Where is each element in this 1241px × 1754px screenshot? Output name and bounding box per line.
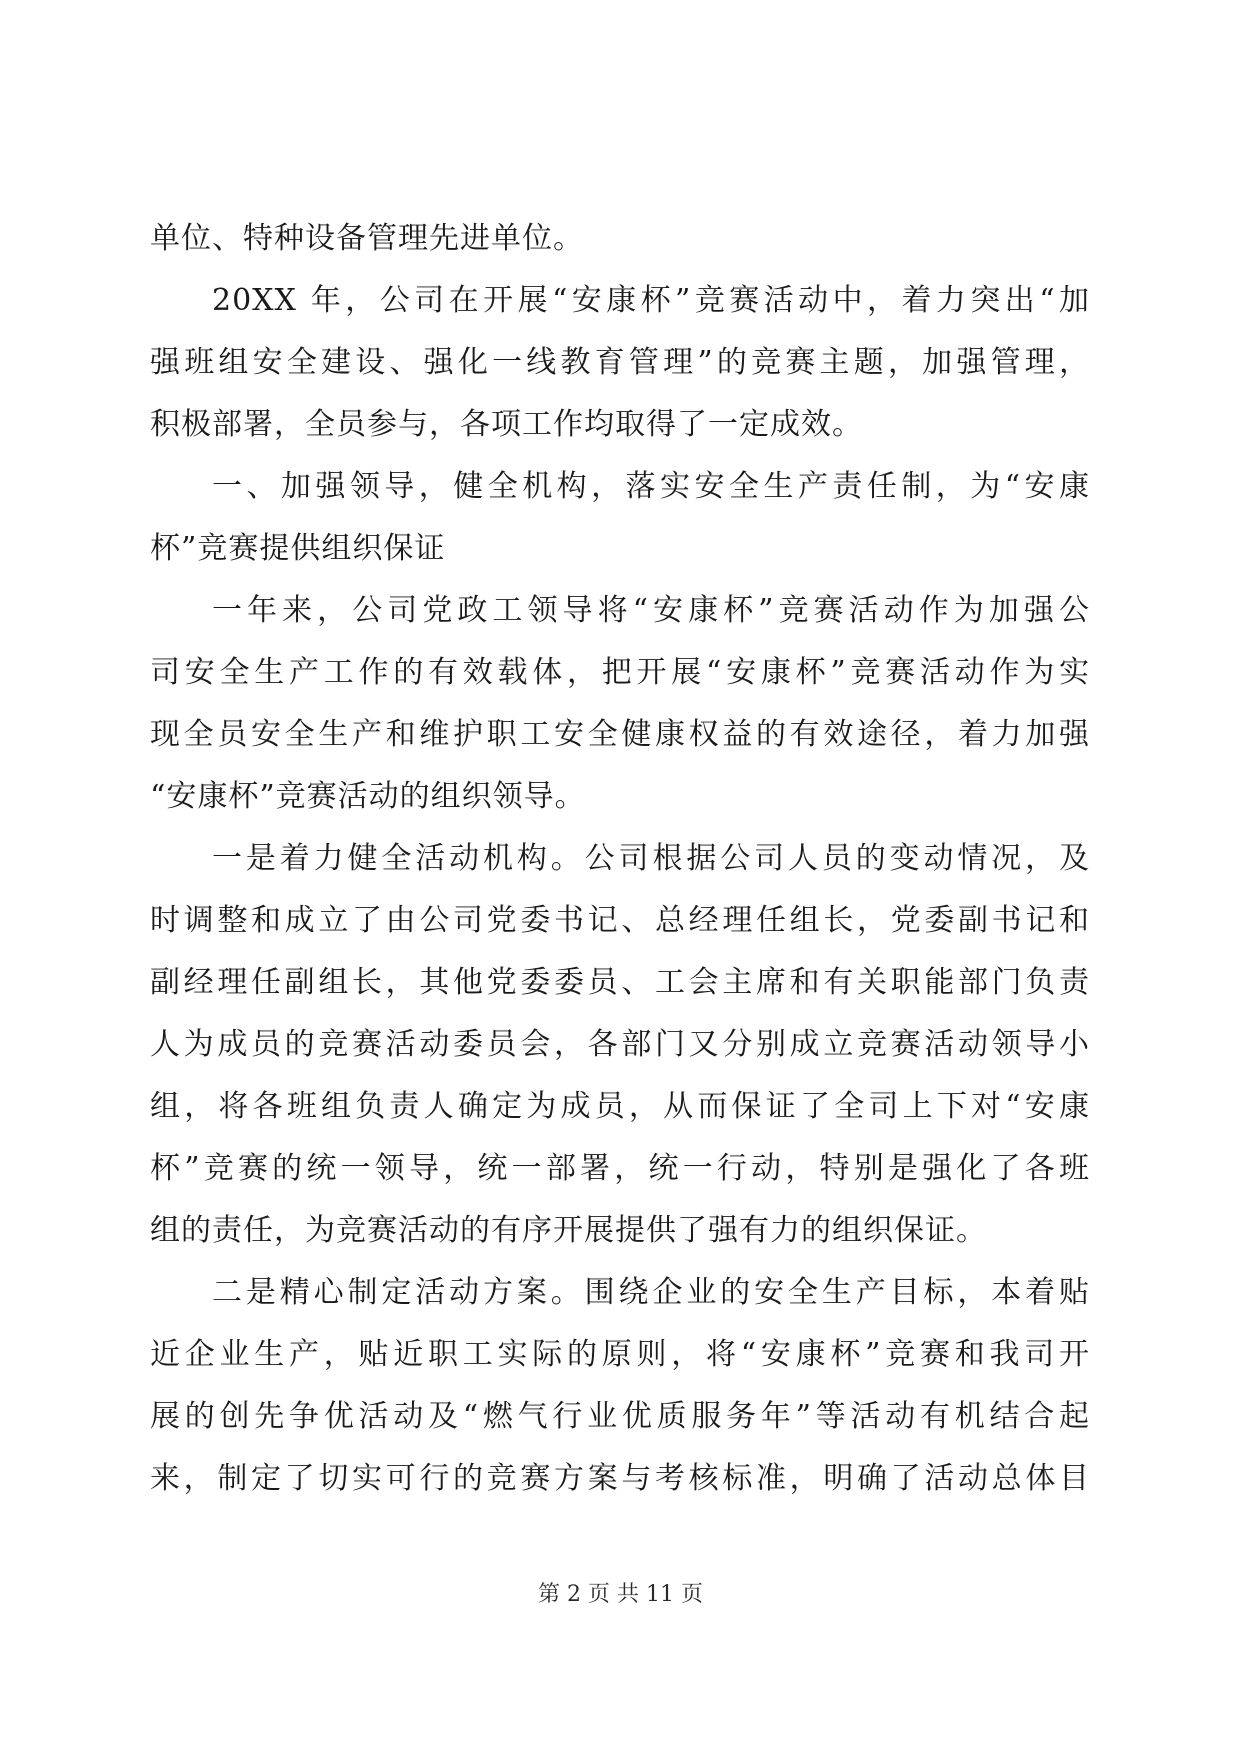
document-body bbox=[150, 208, 1090, 1510]
section-heading-line: 杯”竞赛提供组织保证 bbox=[150, 531, 446, 566]
text-line: 来，制定了切实可行的竞赛方案与考核标准，明确了活动总体目 bbox=[150, 1461, 1090, 1496]
text-line: 副经理任副组长，其他党委委员、工会主席和有关职能部门负责 bbox=[150, 965, 1090, 1000]
section-heading-line: 一、加强领导，健全机构，落实安全生产责任制，为“安康 bbox=[212, 469, 1090, 504]
text-line: 人为成员的竞赛活动委员会，各部门又分别成立竞赛活动领导小 bbox=[150, 1027, 1090, 1062]
text-line: 现全员安全生产和维护职工安全健康权益的有效途径，着力加强 bbox=[150, 717, 1090, 752]
text-line: 杯”竞赛的统一领导，统一部署，统一行动，特别是强化了各班 bbox=[150, 1151, 1090, 1186]
text-line: 近企业生产，贴近职工实际的原则，将“安康杯”竞赛和我司开 bbox=[150, 1337, 1090, 1372]
text-line: 20XX 年，公司在开展“安康杯”竞赛活动中，着力突出“加 bbox=[212, 283, 1090, 318]
text-line: 时调整和成立了由公司党委书记、总经理任组长，党委副书记和 bbox=[150, 903, 1090, 938]
text-line: “安康杯”竞赛活动的组织领导。 bbox=[150, 779, 586, 814]
text-line: 单位、特种设备管理先进单位。 bbox=[150, 221, 584, 256]
page-footer: 第 2 页 共 11 页 bbox=[538, 1582, 703, 1607]
text-line: 组的责任，为竞赛活动的有序开展提供了强有力的组织保证。 bbox=[150, 1213, 987, 1248]
text-line: 一是着力健全活动机构。公司根据公司人员的变动情况，及 bbox=[212, 841, 1090, 876]
text-line: 强班组安全建设、强化一线教育管理”的竞赛主题，加强管理， bbox=[150, 345, 1090, 380]
text-line: 二是精心制定活动方案。围绕企业的安全生产目标，本着贴 bbox=[212, 1275, 1090, 1310]
text-line: 司安全生产工作的有效载体，把开展“安康杯”竞赛活动作为实 bbox=[150, 655, 1090, 690]
text-line: 组，将各班组负责人确定为成员，从而保证了全司上下对“安康 bbox=[150, 1089, 1090, 1124]
text-line: 积极部署，全员参与，各项工作均取得了一定成效。 bbox=[150, 407, 863, 442]
text-line: 一年来，公司党政工领导将“安康杯”竞赛活动作为加强公 bbox=[212, 593, 1090, 628]
text-line: 展的创先争优活动及“燃气行业优质服务年”等活动有机结合起 bbox=[150, 1399, 1090, 1434]
